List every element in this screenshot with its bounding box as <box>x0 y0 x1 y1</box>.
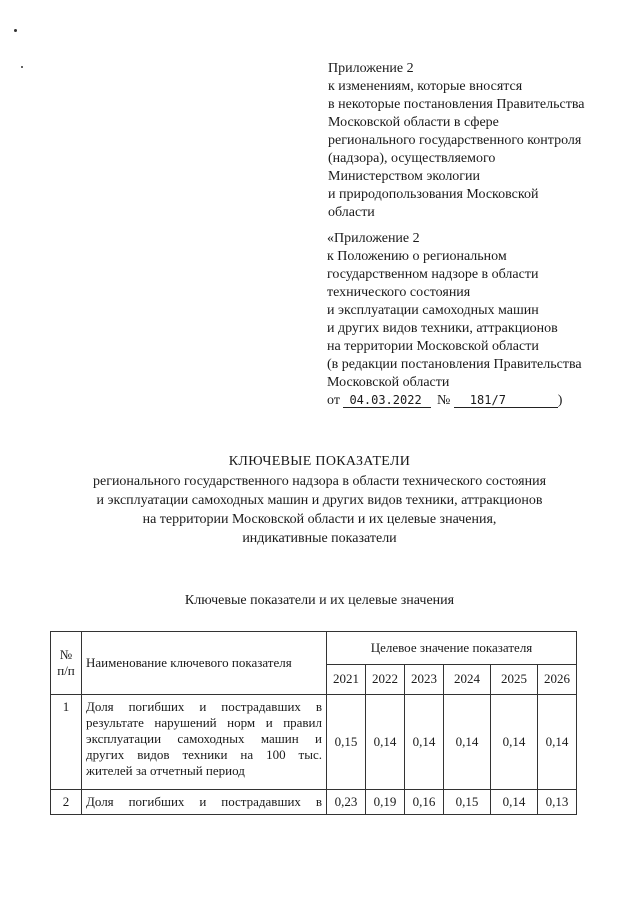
row-value: 0,15 <box>444 790 491 815</box>
table-row <box>51 790 577 815</box>
table-header-row <box>51 632 577 665</box>
appendix-header-line: Министерством экологии <box>328 169 481 184</box>
year-header: 2021 <box>327 664 366 694</box>
scan-speck <box>21 66 23 68</box>
date-prefix: от <box>327 393 340 408</box>
year-header: 2023 <box>405 664 444 694</box>
appendix-regulation-line: государственном надзоре в области <box>327 267 539 282</box>
year-header: 2026 <box>538 664 577 694</box>
date-field: 04.03.2022 <box>343 393 431 408</box>
number-field: 181/7 <box>454 393 558 408</box>
title-line: на территории Московской области и их целевые значения, <box>142 512 497 527</box>
appendix-regulation-line: (в редакции постановления Правительства <box>327 357 582 372</box>
year-header: 2025 <box>491 664 538 694</box>
col-name-header: Наименование ключевого показателя <box>82 632 327 695</box>
row-value: 0,14 <box>444 695 491 790</box>
date-number-line <box>327 392 632 410</box>
row-num: 1 <box>51 695 82 790</box>
row-name-text: Доля погибших и пострадавших в <box>86 794 322 809</box>
title-line: и эксплуатации самоходных машин и других видов техники, аттракционов <box>96 493 543 508</box>
row-value: 0,19 <box>366 790 405 815</box>
appendix-regulation-line: технического состояния <box>327 285 471 300</box>
appendix-header-line: и природопользования Московской <box>328 187 539 202</box>
row-num: 2 <box>51 790 82 815</box>
row-name: Доля погибших и пострадавших в результате нарушений норм и правил эксплуатации самоходных машин и других видов техники на 100 тыс. жителей за отчетный период <box>82 695 327 790</box>
col-num-header: № п/п <box>51 632 82 695</box>
table-heading: Ключевые показатели и их целевые значения <box>184 593 455 608</box>
document-title <box>0 452 639 548</box>
appendix-regulation-line: к Положению о региональном <box>327 249 507 264</box>
appendix-header <box>328 60 628 222</box>
scan-speck <box>14 29 17 32</box>
appendix-regulation-line: «Приложение 2 <box>327 231 420 246</box>
appendix-header-line: Приложение 2 <box>328 61 414 76</box>
appendix-regulation-line: Московской области <box>327 375 450 390</box>
table-row <box>51 695 577 790</box>
closing-paren: ) <box>557 393 563 408</box>
appendix-header-line: регионального государственного контроля <box>328 133 582 148</box>
row-value: 0,14 <box>491 790 538 815</box>
title-line: регионального государственного надзора в области технического состояния <box>92 474 547 489</box>
title-line: индикативные показатели <box>242 531 397 546</box>
appendix-regulation-line: на территории Московской области <box>327 339 539 354</box>
appendix-header-line: (надзора), осуществляемого <box>328 151 496 166</box>
appendix-regulation-line: и эксплуатации самоходных машин <box>327 303 539 318</box>
year-header: 2024 <box>444 664 491 694</box>
appendix-header-line: Московской области в сфере <box>328 115 499 130</box>
appendix-header-line: к изменениям, которые вносятся <box>328 79 523 94</box>
title-main: КЛЮЧЕВЫЕ ПОКАЗАТЕЛИ <box>228 454 411 469</box>
row-value: 0,14 <box>405 695 444 790</box>
year-header: 2022 <box>366 664 405 694</box>
row-value: 0,16 <box>405 790 444 815</box>
row-value: 0,14 <box>491 695 538 790</box>
number-sign: № <box>436 393 451 408</box>
row-value: 0,13 <box>538 790 577 815</box>
row-value: 0,14 <box>538 695 577 790</box>
appendix-regulation <box>327 230 632 410</box>
row-value: 0,23 <box>327 790 366 815</box>
row-value: 0,14 <box>366 695 405 790</box>
kpi-table <box>50 631 577 815</box>
row-value: 0,15 <box>327 695 366 790</box>
appendix-regulation-line: и других видов техники, аттракционов <box>327 321 558 336</box>
appendix-header-line: в некоторые постановления Правительства <box>328 97 585 112</box>
appendix-header-line: области <box>328 205 375 220</box>
row-name <box>82 790 327 815</box>
col-target-header: Целевое значение показателя <box>327 632 577 665</box>
